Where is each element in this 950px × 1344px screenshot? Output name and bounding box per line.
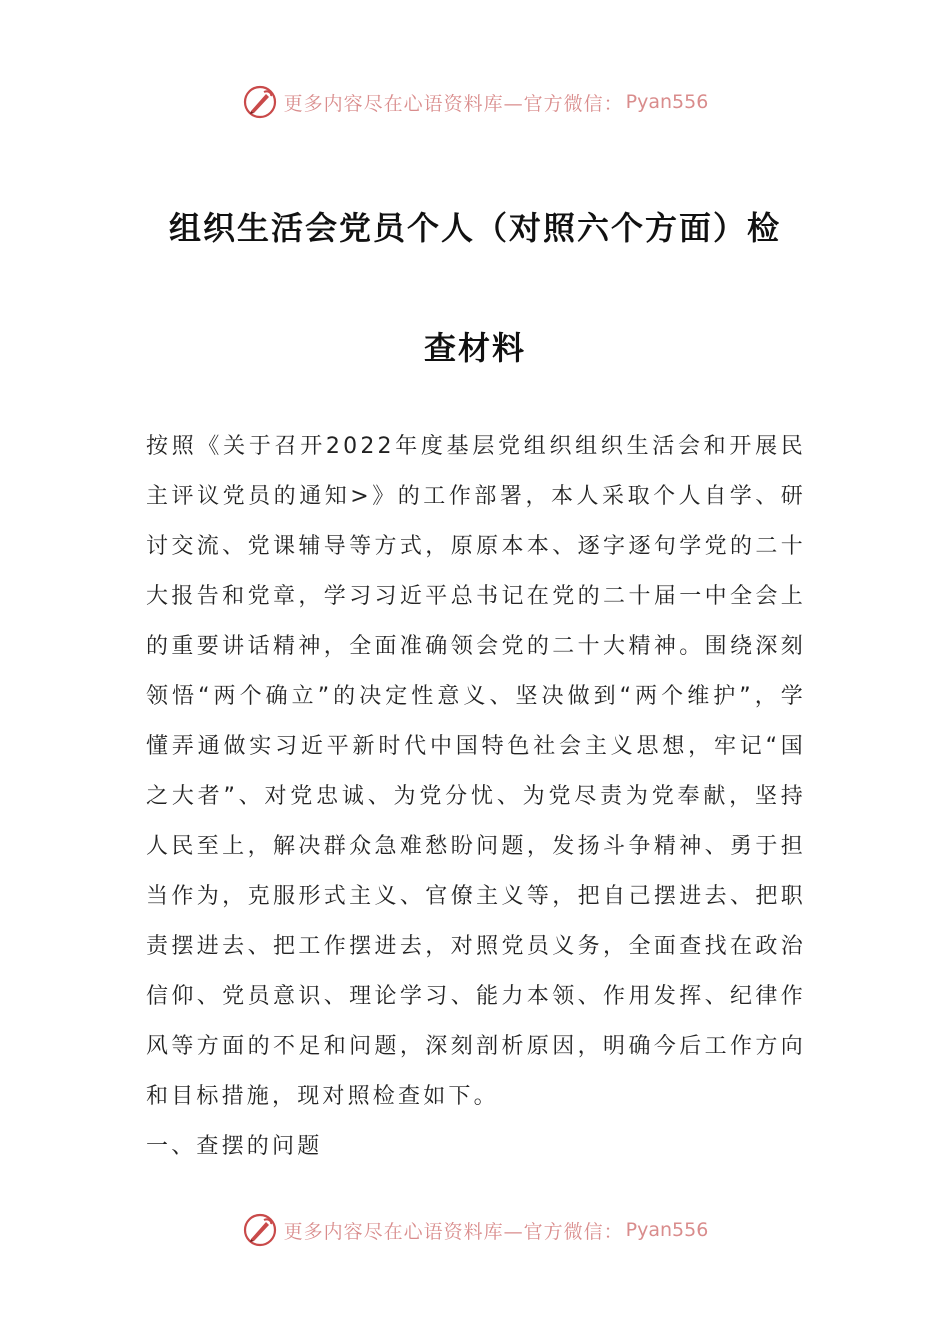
footer-watermark [0, 1210, 950, 1250]
title-line-2: 查材料 [423, 329, 526, 367]
section-heading: 一、查摆的问题 [146, 1134, 323, 1159]
pen-logo-icon [242, 1212, 278, 1248]
body-paragraph: 按照《关于召开2022年度基层党组织组织生活会和开展民主评议党员的通知>》的工作部署，本人采取个人自学、研讨交流、党课辅导等方式，原原本本、逐字逐句学党的二十大报告和党章，学习习近平总书记在党的二十届一中全会上的重要讲话精神，全面准确领会党的二十大精神。围绕深刻领悟“两个确立”的决定性意义、坚决做到“两个维护”，学懂弄通做实习近平新时代中国特色社会主义思想，牢记“国之大者”、对党忠诚、为党分忧、为党尽责为党奉献，坚持人民至上，解决群众急难愁盼问题，发扬斗争精神、勇于担当作为，克服形式主义、官僚主义等，把自己摆进去、把职责摆进去、把工作摆进去，对照党员义务，全面查找在政治信仰、党员意识、理论学习、能力本领、作用发挥、纪律作风等方面的不足和问题，深刻剖析原因，明确今后工作方向和目标措施，现对照检查如下。 [146, 434, 806, 1109]
title-line-1: 组织生活会党员个人（对照六个方面）检 [168, 209, 781, 247]
watermark-text: 更多内容尽在心语资料库—官方微信： [283, 92, 624, 115]
header-watermark [0, 82, 950, 122]
pen-logo-icon [242, 84, 278, 120]
document-title [120, 168, 830, 408]
watermark-wechat-id: Pyan556 [625, 1219, 709, 1241]
watermark-wechat-id: Pyan556 [625, 91, 709, 113]
watermark-text: 更多内容尽在心语资料库—官方微信： [283, 1220, 624, 1243]
